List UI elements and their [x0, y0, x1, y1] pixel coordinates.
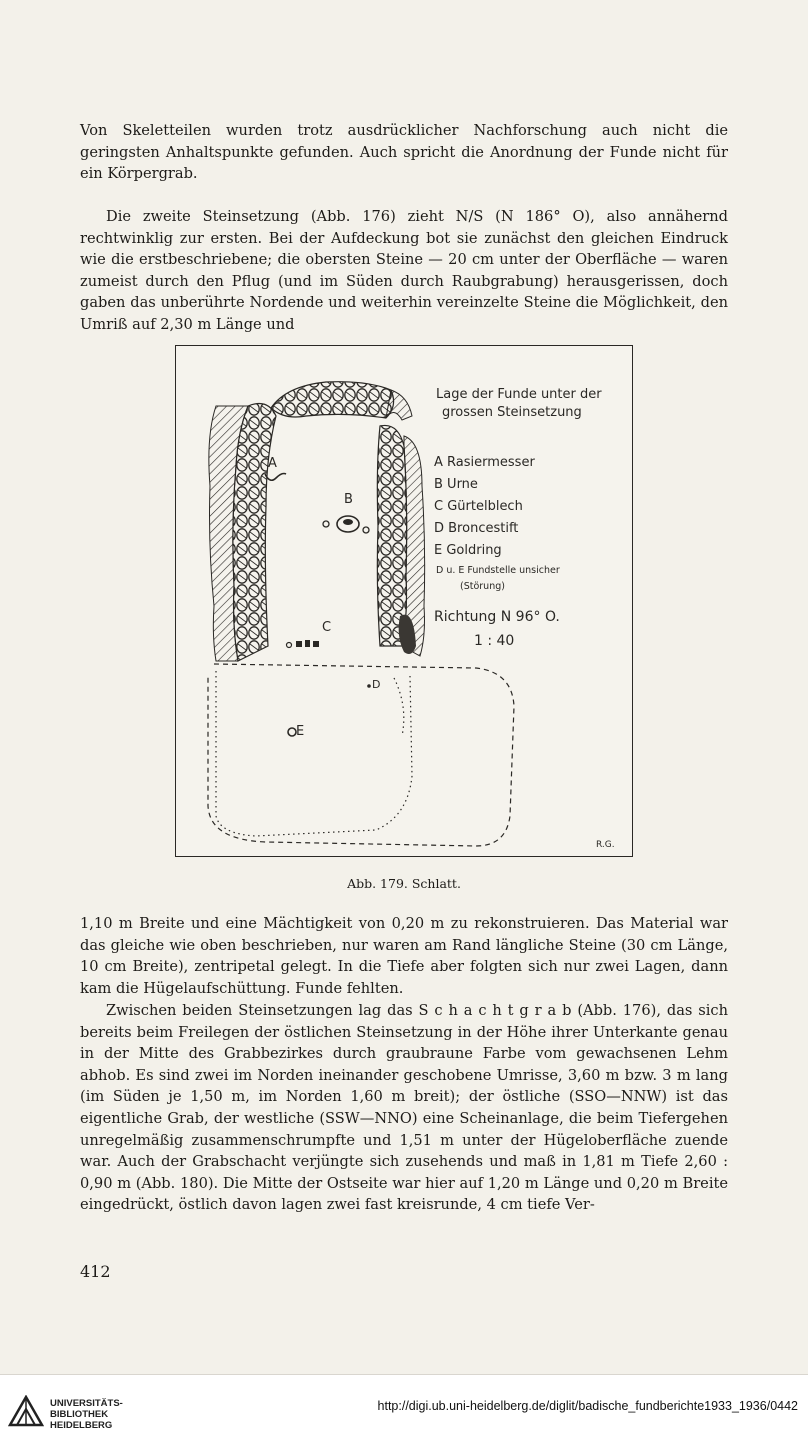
- legend-item-d: D Broncestift: [434, 521, 519, 536]
- legend-item-a: A Rasiermesser: [434, 455, 535, 470]
- find-b-urn-mark: [323, 516, 369, 533]
- paragraph-3: 1,10 m Breite und eine Mächtigkeit von 0,20 m zu rekonstruieren. Das Material war das gleiche wie oben beschrieben, nur waren am Rand längliche Steine (30 cm Länge, 10 cm Breite), zentripetal gelegt. In die Tiefe aber folgten sich nur zwei Lagen, dann kam die Hügelaufschüttung. Funde fehlten.: [80, 915, 728, 997]
- paragraph-1: Von Skeletteilen wurden trotz ausdrücklicher Nachforschung auch nicht die geringsten Anhaltspunkte gefunden. Auch spricht die Anordnung der Funde nicht für ein Körpergrab.: [80, 122, 728, 183]
- footer-bar: [0, 1374, 808, 1448]
- page-number: 412: [80, 1262, 111, 1281]
- library-logo-icon: [8, 1395, 44, 1427]
- label-c: C: [322, 620, 332, 635]
- paragraph-2: Die zweite Steinsetzung (Abb. 176) zieht N/S (N 186° O), also annähernd rechtwinklig zur ersten. Bei der Aufdeckung bot sie zunächst den gleichen Eindruck wie die erstbeschriebene; die obersten Steine — 20 cm unter der Oberfläche — waren zumeist durch den Pflug (und im Süden durch Raubgrabung) herausgerissen, doch gaben das unberührte Nordende und weiterhin vereinzelte Steine die Möglichkeit, den Umriß auf 2,30 m Länge und: [80, 208, 728, 333]
- dotted-outline-d: [394, 678, 404, 736]
- legend-title-line1: Lage der Funde unter der: [436, 387, 602, 402]
- stone-border-north: [271, 382, 394, 418]
- legend-item-c: C Gürtelblech: [434, 499, 523, 514]
- source-url-link[interactable]: http://digi.ub.uni-heidelberg.de/diglit/badische_fundberichte1933_1936/0442: [377, 1399, 798, 1413]
- legend-item-b: B Urne: [434, 477, 478, 492]
- dotted-outline: [216, 671, 412, 836]
- stone-border-east-stones: [377, 425, 406, 646]
- label-d: D: [372, 678, 381, 691]
- legend-item-e: E Goldring: [434, 543, 502, 558]
- library-logo-text: UNIVERSITÄTS- BIBLIOTHEK HEIDELBERG: [50, 1398, 123, 1431]
- figure-caption: Abb. 179. Schlatt.: [347, 876, 461, 891]
- legend-note-line1: D u. E Fundstelle unsicher: [436, 565, 560, 576]
- find-c-beltplate-mark: [287, 640, 320, 648]
- label-b: B: [344, 492, 353, 507]
- find-a-razor-mark: [265, 474, 286, 481]
- dashed-enclosure: [208, 664, 514, 846]
- paragraph-4: Zwischen beiden Steinsetzungen lag das S c h a c h t g r a b (Abb. 176), das sich bereits beim Freilegen der östlichen Steinsetzung in der Höhe ihrer Unterkante genau in der Mitte des Grabbezirkes durch graubraune Farbe vom gewachsenen Lehm abhob. Es sind zwei im Norden ineinander geschobene Umrisse, 3,60 m bzw. 3 m lang (im Süden je 1,50 m, im Norden 1,60 m breit); der östliche (SSO—NNW) ist das eigentliche Grab, der westliche (SSW—NNO) eine Scheinanlage, die beim Tiefergehen unregelmäßig zusammenschrumpfte und 1,51 m unter der Hügeloberfläche zuende war. Auch der Grabschacht verjüngte sich zusehends und maß in 1,81 m Tiefe 2,60 : 0,90 m (Abb. 180). Die Mitte der Ostseite war hier auf 1,20 m Länge und 0,20 m Breite eingedrückt, östlich davon lagen zwei fast kreisrunde, 4 cm tiefe Ver-: [80, 1002, 728, 1214]
- stone-border-west-stones: [233, 404, 276, 661]
- figure-signature: R.G.: [596, 840, 615, 850]
- figure-179: [175, 345, 633, 857]
- find-e-mark: [288, 728, 296, 736]
- legend-note-line2: (Störung): [460, 581, 505, 592]
- label-a: A: [268, 456, 277, 471]
- legend-title-line2: grossen Steinsetzung: [442, 405, 582, 420]
- legend-direction: Richtung N 96° O.: [434, 609, 560, 625]
- find-d-mark: [367, 684, 371, 688]
- label-e: E: [296, 724, 305, 739]
- legend-scale: 1 : 40: [474, 633, 515, 649]
- stone-border-northeast: [386, 390, 412, 420]
